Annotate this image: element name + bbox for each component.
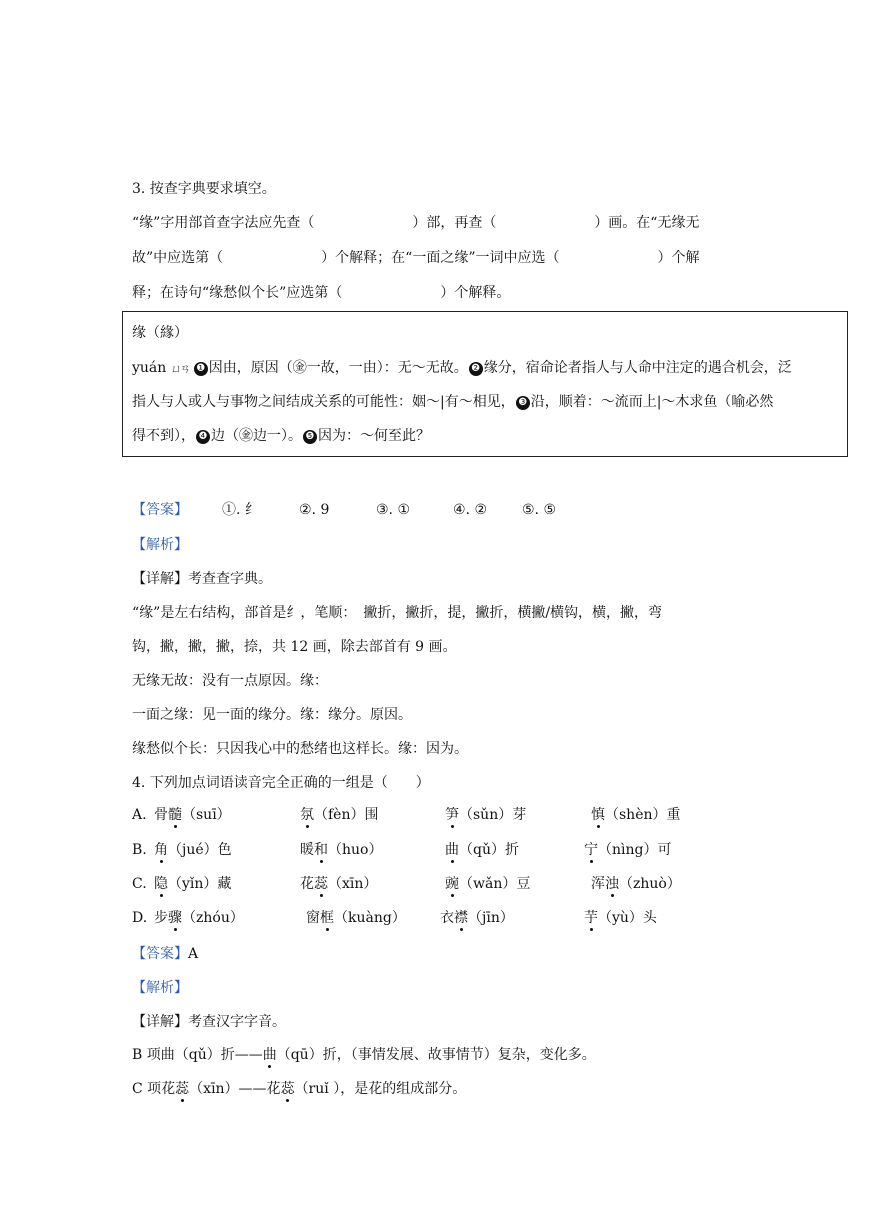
option-c-word-4: 浑浊（zhuò） (591, 876, 681, 892)
option-a-word-4: 慎（shèn）重 (591, 807, 681, 823)
answer-4 (132, 944, 198, 964)
answer-label: 【答案】 (132, 502, 188, 518)
sense-4-marker: ❹ (196, 430, 210, 444)
option-b-word-1: 角（jué）色 (154, 842, 232, 858)
question-3-line-2: 故”中应选第（ ）个解释；在“一面之缘”一词中应选（ ）个解 (132, 250, 700, 266)
detail-3-line-5: 一面之缘：见一面的缘分。缘：缘分。原因。 (132, 707, 412, 723)
question-3-line-3: 释；在诗句“缘愁似个长”应选第（ ）个解释。 (132, 285, 511, 301)
option-a-word-2: 氛（fèn）围 (300, 807, 379, 823)
option-c-word-1: 隐（yǐn）藏 (154, 876, 232, 892)
option-label: C. (132, 876, 147, 892)
detail-3-line-1: 【详解】考查查字典。 (132, 571, 272, 587)
answer-value: A (188, 946, 199, 962)
detail-3-line-6: 缘愁似个长：只因我心中的愁绪也这样长。缘：因为。 (132, 741, 468, 757)
answer-item-2: ②. 9 (299, 502, 330, 518)
detail-4-line-1: 【详解】考查汉字字音。 (132, 1014, 286, 1030)
dict-line-2 (132, 392, 773, 412)
answer-item-4: ④. ② (453, 502, 488, 518)
option-d-word-1: 步骤（zhóu） (154, 910, 244, 926)
option-label: A. (132, 807, 147, 823)
detail-3-line-2: “缘”是左右结构，部首是纟，笔顺： 撇折，撇折，提，撇折，横撇/横钩，横，撇，弯 (132, 605, 663, 621)
sense-3-cont: 得不到）， (132, 428, 195, 444)
option-b[interactable] (132, 840, 672, 860)
sense-5-marker: ❺ (303, 430, 317, 444)
question-4-title: 4. 下列加点词语读音完全正确的一组是（ ） (132, 775, 430, 791)
option-a[interactable] (132, 805, 681, 825)
detail-3-line-3: 钩，撇，撇，撇，捺，共 12 画，除去部首有 9 画。 (132, 639, 457, 655)
sense-3-marker: ❸ (516, 396, 530, 410)
option-c-word-2: 花蕊（xīn） (300, 876, 378, 892)
analysis-label-3: 【解析】 (132, 537, 188, 553)
option-d-word-3: 衣襟（jīn） (440, 910, 514, 926)
option-a-word-3: 笋（sǔn）芽 (445, 807, 527, 823)
option-d-word-2: 窗框（kuàng） (306, 910, 406, 926)
answer-3 (132, 500, 557, 520)
detail-4-line-3: C 项花蕊（xīn）——花蕊（ruǐ ），是花的组成部分。 (132, 1081, 467, 1097)
dict-head: 缘（緣） (132, 325, 188, 341)
answer-item-5: ⑤. ⑤ (522, 502, 557, 518)
analysis-label-4: 【解析】 (132, 980, 188, 996)
question-3-title: 3. 按查字典要求填空。 (132, 181, 276, 197)
sense-2: 缘分，宿命论者指人与人命中注定的遇合机会，泛 (483, 360, 792, 376)
option-d-word-4: 芋（yù）头 (584, 910, 657, 926)
option-b-word-3: 曲（qǔ）折 (445, 842, 519, 858)
dict-line-3 (132, 426, 430, 446)
question-3-line-1: “缘”字用部首查字法应先查（ ）部，再查（ ）画。在“无缘无 (132, 215, 700, 231)
zhuyin-glyph: ㄩㄢ (170, 362, 189, 375)
sense-1: 因由，原因（㊎一故，一由）：无～无故。 (208, 360, 468, 376)
answer-item-3: ③. ① (376, 502, 411, 518)
detail-4-line-2: B 项曲（qǔ）折——曲（qū）折，（事情发展、故事情节）复杂，变化多。 (132, 1047, 596, 1063)
option-a-word-1: 骨髓（suī） (154, 807, 231, 823)
option-label: D. (132, 910, 148, 926)
sense-4: 边（㊎边一）。 (211, 428, 302, 444)
sense-5: 因为：～何至此？ (318, 428, 430, 444)
option-label: B. (132, 842, 147, 858)
sense-2-cont: 指人与人或人与事物之间结成关系的可能性：姻～|有～相见， (132, 394, 515, 410)
answer-item-1: ①. 纟 (222, 502, 259, 518)
dict-line-1 (132, 358, 792, 379)
option-d[interactable] (132, 908, 657, 928)
option-c[interactable] (132, 874, 681, 894)
sense-2-marker: ❷ (469, 362, 483, 376)
answer-label: 【答案】 (132, 946, 188, 962)
sense-3: 沿，顺着：～流而上|～木求鱼（喻必然 (530, 394, 774, 410)
detail-3-line-4: 无缘无故：没有一点原因。缘： (132, 673, 328, 689)
dict-pinyin: yuán (132, 360, 167, 376)
option-b-word-4: 宁（nìng）可 (584, 842, 672, 858)
sense-1-marker: ❶ (194, 362, 208, 376)
option-c-word-3: 豌（wǎn）豆 (445, 876, 531, 892)
option-b-word-2: 暖和（huo） (300, 842, 383, 858)
dictionary-entry-box (122, 311, 848, 457)
